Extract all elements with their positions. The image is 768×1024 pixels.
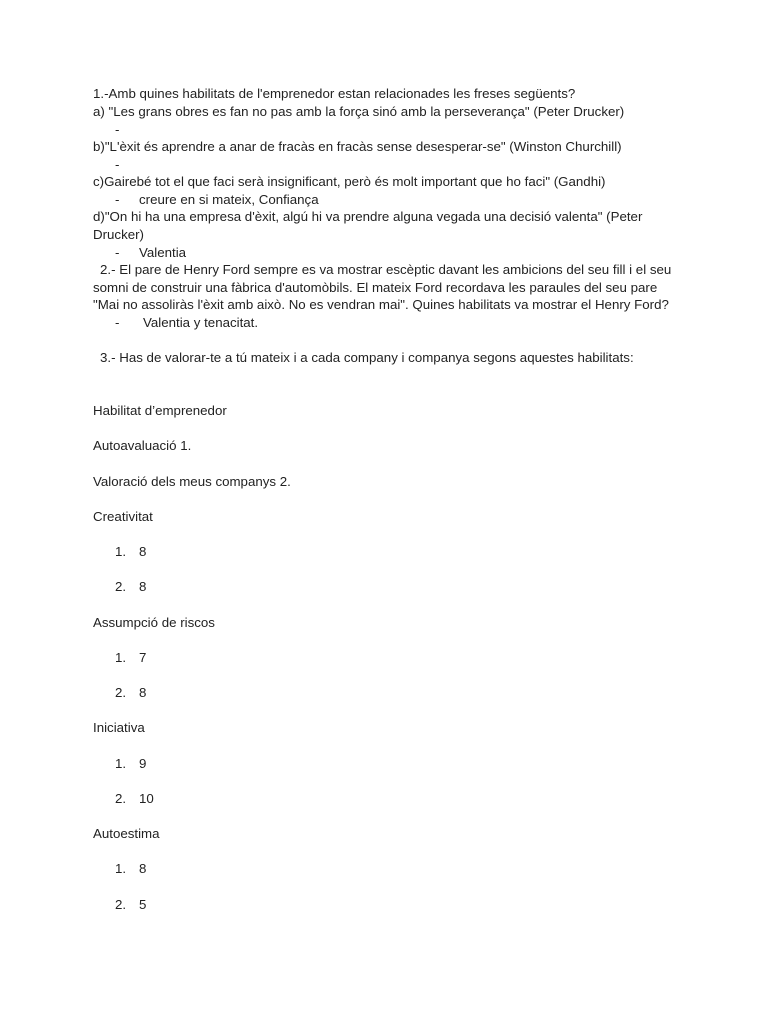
question-1-title: 1.-Amb quines habilitats de l'emprenedor estan relacionades les freses següents? [93, 86, 576, 101]
question-1-item-d-line2: Drucker) [93, 227, 144, 242]
question-1-item-c: c)Gairebé tot el que faci serà insignificant, però és molt important que ho faci" (Gandhi) [93, 174, 606, 189]
item-b-dash: - [115, 157, 120, 172]
item-d-dash: - [115, 245, 120, 260]
question-1-item-a: a) "Les grans obres es fan no pas amb la força sinó amb la perseverança" (Peter Drucker) [93, 104, 625, 119]
question-2-line3: "Mai no assoliràs l'èxit amb això. No es vendran mai". Quines habilitats va mostrar el Henry Ford? [93, 297, 669, 312]
rating-value: 8 [139, 579, 147, 594]
rating-value: 8 [139, 544, 147, 559]
rating-value: 8 [139, 685, 147, 700]
rating-value: 5 [139, 897, 147, 912]
question-1-item-b: b)"L'èxit és aprendre a anar de fracàs en fracàs sense desesperar-se" (Winston Churchill) [93, 139, 622, 154]
skill-name: Autoestima [93, 826, 160, 841]
rating-value: 7 [139, 650, 147, 665]
question-3-title: 3.- Has de valorar-te a tú mateix i a cada company i companya segons aquestes habilitats: [100, 350, 634, 365]
rating-number: 2. [115, 685, 127, 700]
rating-value: 10 [139, 791, 154, 806]
rating-number: 2. [115, 897, 127, 912]
legend-heading: Habilitat d’emprenedor [93, 403, 227, 418]
rating-value: 8 [139, 861, 147, 876]
rating-value: 9 [139, 756, 147, 771]
question-2-line1: 2.- El pare de Henry Ford sempre es va mostrar escèptic davant les ambicions del seu fill i el seu [100, 262, 672, 277]
question-2-answer: Valentia y tenacitat. [143, 315, 259, 330]
item-a-dash: - [115, 122, 120, 137]
item-c-dash: - [115, 192, 120, 207]
rating-number: 1. [115, 544, 127, 559]
question-2-line2: somni de construir una fàbrica d'automòbils. El mateix Ford recordava les paraules del seu pare [93, 280, 658, 295]
item-d-answer: Valentia [139, 245, 187, 260]
skill-name: Iniciativa [93, 720, 145, 735]
skill-name: Creativitat [93, 509, 153, 524]
question-1-item-d-line1: d)"On hi ha una empresa d'èxit, algú hi va prendre alguna vegada una decisió valenta" (Peter [93, 209, 643, 224]
item-c-answer: creure en si mateix, Confiança [139, 192, 319, 207]
rating-number: 1. [115, 756, 127, 771]
rating-number: 1. [115, 861, 127, 876]
rating-number: 2. [115, 791, 127, 806]
legend-peer-assessment: Valoració dels meus companys 2. [93, 474, 291, 489]
rating-number: 1. [115, 650, 127, 665]
question-2-dash: - [115, 315, 120, 330]
legend-self-assessment: Autoavaluació 1. [93, 438, 192, 453]
rating-number: 2. [115, 579, 127, 594]
skill-name: Assumpció de riscos [93, 615, 215, 630]
